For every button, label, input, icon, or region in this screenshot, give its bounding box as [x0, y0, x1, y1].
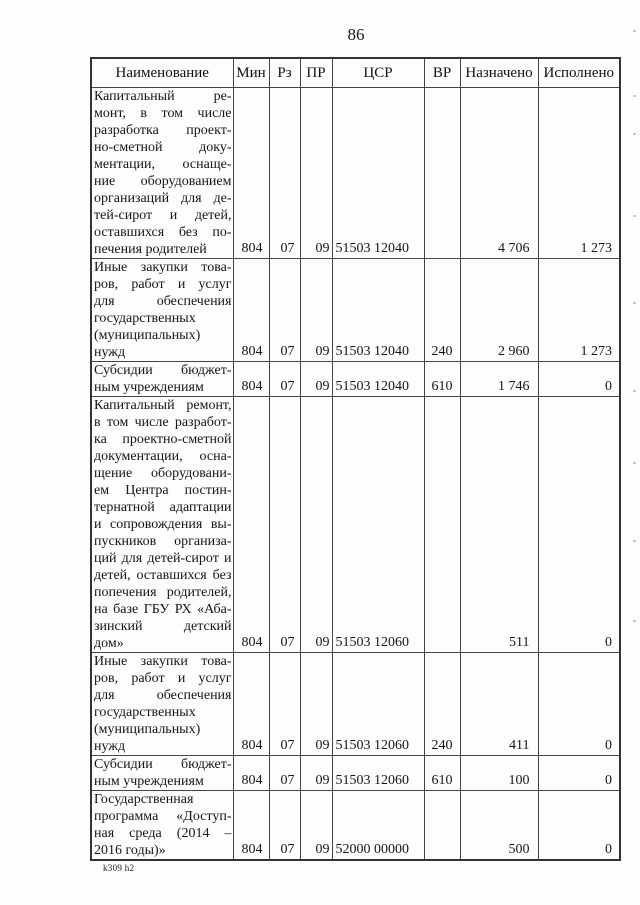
row-name-line: ным учреждениям	[94, 380, 204, 395]
row-pr-cell: 09	[300, 653, 332, 756]
row-name-line: оставшихся без по-	[94, 225, 232, 240]
scan-speck	[633, 215, 636, 217]
row-name-line: тернатной адаптации	[94, 500, 232, 515]
row-min-cell: 804	[233, 397, 269, 653]
row-name-line: государственных	[94, 311, 196, 326]
row-min-cell: 804	[233, 756, 269, 791]
row-name-line: тей-сирот и детей,	[94, 208, 232, 223]
row-min-cell: 804	[233, 362, 269, 397]
table-row	[91, 791, 620, 861]
table-row	[91, 756, 620, 791]
row-name-line: в том числе разработ-	[94, 415, 232, 430]
row-ispolneno-cell: 0	[538, 362, 620, 397]
table-row	[91, 362, 620, 397]
header-row	[91, 58, 620, 88]
row-naznacheno-cell: 2 960	[460, 259, 538, 362]
row-naznacheno-cell: 100	[460, 756, 538, 791]
table-row	[91, 259, 620, 362]
row-name-line: ментации, оснаще-	[94, 157, 232, 172]
row-ispolneno-cell: 1 273	[538, 259, 620, 362]
row-name-line: (муниципальных)	[94, 722, 201, 737]
scan-speck	[633, 302, 636, 304]
row-name-line: Иные закупки това-	[94, 260, 232, 275]
row-name-line: нужд	[94, 345, 126, 360]
scan-speck	[633, 540, 636, 542]
row-name-line: документации, осна-	[94, 449, 232, 464]
row-name-line: ным учреждениям	[94, 774, 204, 789]
row-name-cell	[91, 756, 233, 791]
row-rz-cell: 07	[269, 756, 300, 791]
row-ispolneno-cell: 0	[538, 397, 620, 653]
row-name-line: попечения родителей,	[94, 585, 232, 600]
column-header-name: Наименование	[91, 58, 233, 88]
row-name-line: дом»	[94, 636, 124, 651]
row-pr-cell: 09	[300, 756, 332, 791]
row-pr-cell: 09	[300, 88, 332, 259]
row-rz-cell: 07	[269, 397, 300, 653]
row-name-line: печения родителей	[94, 242, 207, 257]
row-ispolneno-cell: 0	[538, 756, 620, 791]
row-name-line: ров, работ и услуг	[94, 277, 232, 292]
row-name-line: 2016 годы)»	[94, 843, 166, 858]
row-rz-cell: 07	[269, 791, 300, 861]
row-rz-cell: 07	[269, 362, 300, 397]
row-name-cell	[91, 791, 233, 861]
row-csr-cell: 51503 12060	[332, 397, 424, 653]
row-csr-cell: 51503 12040	[332, 362, 424, 397]
row-min-cell: 804	[233, 791, 269, 861]
row-name-line: и сопровождения вы-	[94, 517, 232, 532]
row-pr-cell: 09	[300, 259, 332, 362]
row-rz-cell: 07	[269, 259, 300, 362]
row-name-line: программа «Доступ-	[94, 809, 232, 824]
row-vr-cell: 240	[424, 653, 460, 756]
row-name-cell	[91, 88, 233, 259]
row-csr-cell: 51503 12060	[332, 653, 424, 756]
row-name-line: ние оборудованием	[94, 174, 232, 189]
row-vr-cell	[424, 88, 460, 259]
row-name-line: организаций для де-	[94, 191, 232, 206]
scan-speck	[633, 95, 636, 97]
scan-speck	[633, 620, 636, 622]
scan-speck	[633, 133, 636, 135]
row-naznacheno-cell: 500	[460, 791, 538, 861]
table-row	[91, 397, 620, 653]
row-vr-cell: 610	[424, 756, 460, 791]
row-name-line: ная среда (2014 –	[94, 826, 232, 841]
table-row	[91, 88, 620, 259]
row-min-cell: 804	[233, 259, 269, 362]
row-name-line: Субсидии бюджет-	[94, 757, 232, 772]
row-name-line: нужд	[94, 739, 126, 754]
row-naznacheno-cell: 411	[460, 653, 538, 756]
column-header-csr: ЦСР	[332, 58, 424, 88]
row-csr-cell: 51503 12040	[332, 259, 424, 362]
table-row	[91, 653, 620, 756]
column-header-vr: ВР	[424, 58, 460, 88]
table-header	[91, 58, 620, 88]
row-name-line: Капитальный ре-	[94, 89, 232, 104]
row-name-line: (муниципальных)	[94, 328, 201, 343]
row-min-cell: 804	[233, 88, 269, 259]
column-header-ispolneno: Исполнено	[538, 58, 620, 88]
footer-code: k309 h2	[103, 863, 135, 873]
table-body	[91, 88, 620, 861]
row-min-cell: 804	[233, 653, 269, 756]
row-name-line: Государственная	[94, 792, 194, 807]
row-vr-cell: 610	[424, 362, 460, 397]
row-naznacheno-cell: 4 706	[460, 88, 538, 259]
row-pr-cell: 09	[300, 397, 332, 653]
row-name-line: Капитальный ремонт,	[94, 398, 232, 413]
row-rz-cell: 07	[269, 88, 300, 259]
row-name-line: разработка проект-	[94, 123, 232, 138]
budget-table-container	[90, 57, 621, 861]
row-name-line: на базе ГБУ РХ «Аба-	[94, 602, 232, 617]
row-name-line: Иные закупки това-	[94, 654, 232, 669]
row-name-line: зинский детский	[94, 619, 232, 634]
row-name-line: государственных	[94, 705, 196, 720]
row-name-line: но-сметной доку-	[94, 140, 232, 155]
row-pr-cell: 09	[300, 362, 332, 397]
page-number: 86	[347, 25, 365, 44]
scan-speck	[633, 462, 636, 464]
row-vr-cell	[424, 397, 460, 653]
column-header-rz: Рз	[269, 58, 300, 88]
row-naznacheno-cell: 1 746	[460, 362, 538, 397]
row-name-line: ка проектно-сметной	[94, 432, 232, 447]
row-name-line: ем Центра постин-	[94, 483, 232, 498]
column-header-naznacheno: Назначено	[460, 58, 538, 88]
row-ispolneno-cell: 1 273	[538, 88, 620, 259]
row-name-line: ций для детей-сирот и	[94, 551, 232, 566]
row-name-cell	[91, 653, 233, 756]
row-rz-cell: 07	[269, 653, 300, 756]
row-name-line: щение оборудовани-	[94, 466, 232, 481]
row-ispolneno-cell: 0	[538, 653, 620, 756]
scan-speck	[633, 30, 636, 32]
budget-table	[90, 57, 621, 861]
row-vr-cell: 240	[424, 259, 460, 362]
column-header-pr: ПР	[300, 58, 332, 88]
row-name-line: для обеспечения	[94, 294, 232, 309]
row-csr-cell: 51503 12040	[332, 88, 424, 259]
row-name-line: ров, работ и услуг	[94, 671, 232, 686]
row-ispolneno-cell: 0	[538, 791, 620, 861]
row-name-line: детей, оставшихся без	[94, 568, 232, 583]
row-name-line: пускников организа-	[94, 534, 232, 549]
row-name-line: для обеспечения	[94, 688, 232, 703]
scan-speck	[633, 390, 636, 392]
row-naznacheno-cell: 511	[460, 397, 538, 653]
row-csr-cell: 51503 12060	[332, 756, 424, 791]
row-name-cell	[91, 259, 233, 362]
row-pr-cell: 09	[300, 791, 332, 861]
row-name-cell	[91, 362, 233, 397]
row-name-line: монт, в том числе	[94, 106, 232, 121]
row-csr-cell: 52000 00000	[332, 791, 424, 861]
row-vr-cell	[424, 791, 460, 861]
column-header-min: Мин	[233, 58, 269, 88]
row-name-line: Субсидии бюджет-	[94, 363, 232, 378]
row-name-cell	[91, 397, 233, 653]
